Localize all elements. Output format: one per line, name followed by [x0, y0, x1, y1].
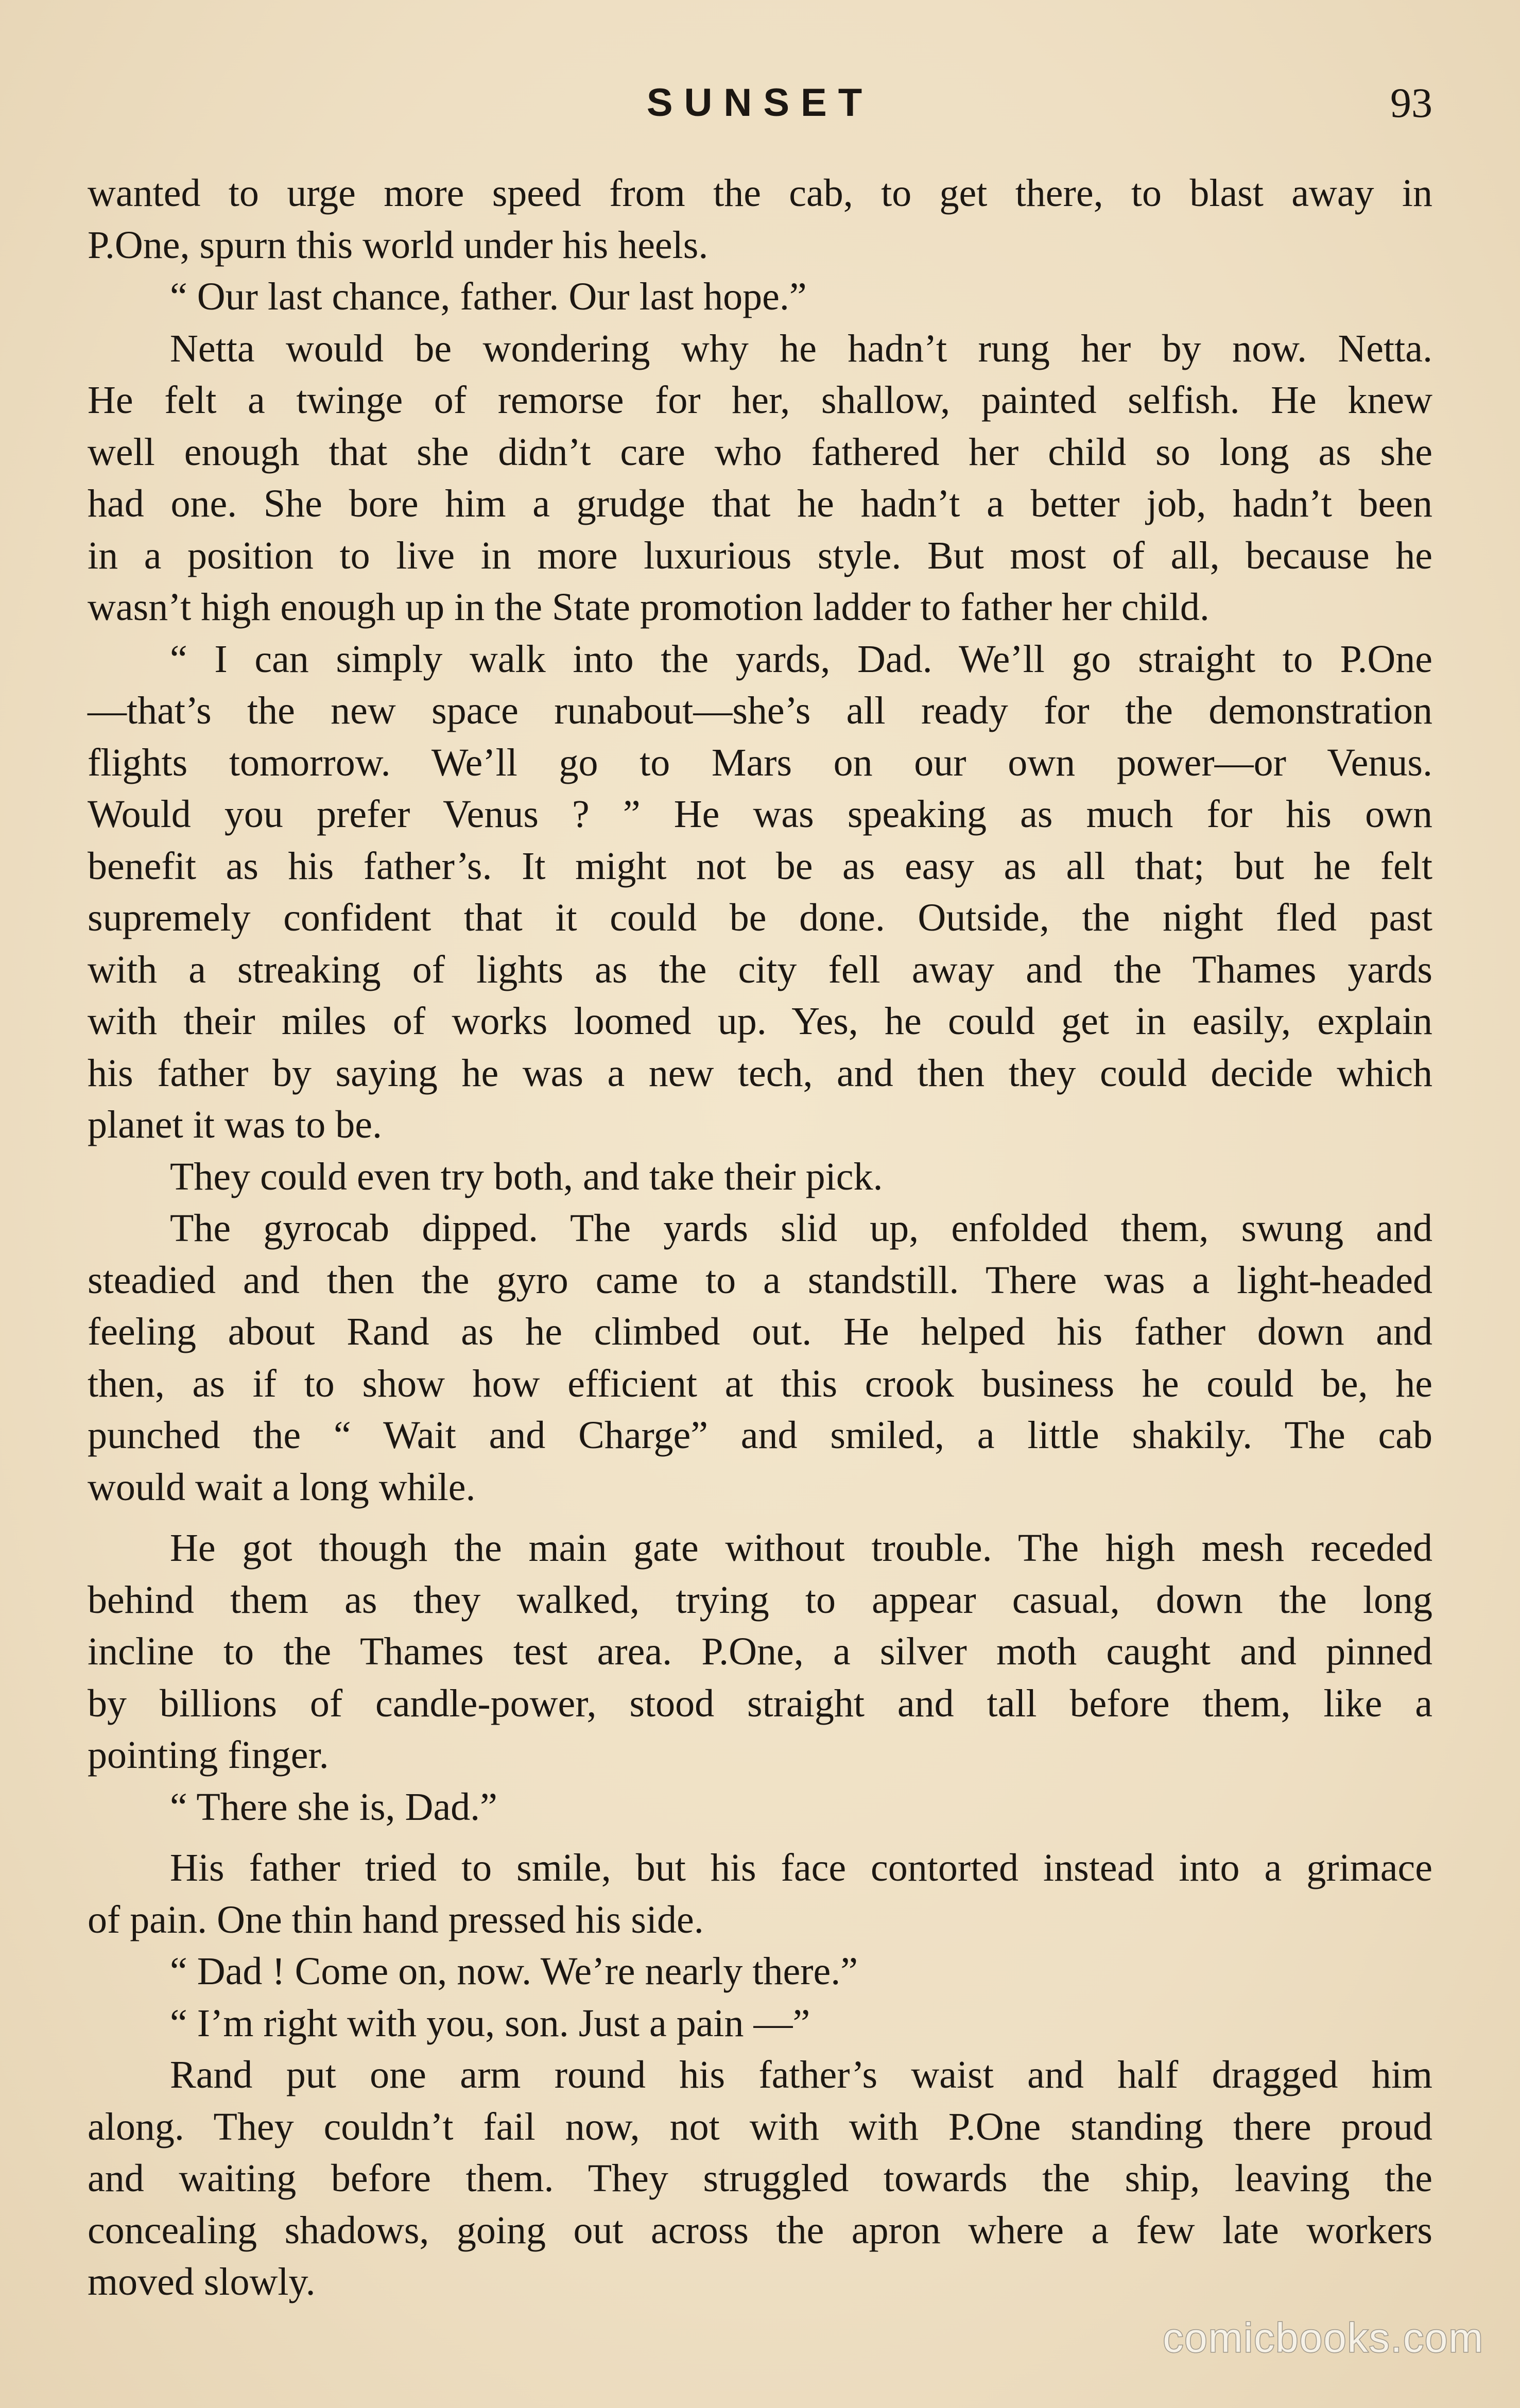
- text-line: “ Our last chance, father. Our last hope.”: [170, 275, 807, 318]
- text-line: would wait a long while.: [88, 1465, 476, 1509]
- text-line: “ I’m right with you, son. Just a pain —”: [170, 2001, 810, 2045]
- text-line: feeling about Rand as he climbed out. He helped his father down and: [88, 1310, 1432, 1353]
- text-line: well enough that she didn’t care who fathered her child so long as she: [88, 430, 1432, 474]
- text-line: —that’s the new space runabout—she’s all ready for the demonstration: [88, 689, 1432, 732]
- text-line: concealing shadows, going out across the apron where a few late workers: [88, 2208, 1432, 2252]
- text-line: flights tomorrow. We’ll go to Mars on our own power—or Venus.: [88, 741, 1432, 784]
- paragraph: [88, 633, 1432, 1151]
- text-line: Would you prefer Venus ? ” He was speaking as much for his own: [88, 793, 1432, 836]
- text-line: They could even try both, and take their pick.: [170, 1155, 883, 1198]
- text-line: and waiting before them. They struggled towards the ship, leaving the: [88, 2157, 1432, 2200]
- text-line: Rand put one arm round his father’s waist and half dragged him: [170, 2053, 1432, 2096]
- paragraph: [88, 1998, 1432, 2050]
- text-line: moved slowly.: [88, 2260, 316, 2303]
- text-line: by billions of candle-power, stood straight and tall before them, like a: [88, 1681, 1432, 1725]
- text-line: P.One, spurn this world under his heels.: [88, 223, 709, 267]
- text-line: with their miles of works loomed up. Yes, he could get in easily, explain: [88, 1000, 1432, 1043]
- text-line: “ I can simply walk into the yards, Dad. We’ll go straight to P.One: [170, 637, 1432, 681]
- page-header: [88, 77, 1432, 134]
- text-line: steadied and then the gyro came to a standstill. There was a light-headed: [88, 1258, 1432, 1302]
- paragraph: [88, 323, 1432, 633]
- paragraph: [88, 271, 1432, 323]
- text-line: then, as if to show how efficient at this crook business he could be, he: [88, 1362, 1432, 1405]
- paragraph: [88, 167, 1432, 271]
- text-line: planet it was to be.: [88, 1103, 382, 1146]
- text-line: He felt a twinge of remorse for her, shallow, painted selfish. He knew: [88, 379, 1432, 422]
- text-line: behind them as they walked, trying to appear casual, down the long: [88, 1578, 1432, 1622]
- running-head: SUNSET: [646, 81, 874, 125]
- text-line: with a streaking of lights as the city fell away and the Thames yards: [88, 948, 1432, 991]
- paragraph: [88, 2049, 1432, 2308]
- text-line: his father by saying he was a new tech, and then they could decide which: [88, 1051, 1432, 1095]
- text-line: pointing finger.: [88, 1733, 329, 1777]
- text-line: benefit as his father’s. It might not be as easy as all that; but he felt: [88, 844, 1432, 888]
- watermark-text: comicbooks.com: [1163, 2315, 1484, 2361]
- text-line: along. They couldn’t fail now, not with with P.One standing there proud: [88, 2105, 1432, 2148]
- paragraph: [88, 1151, 1432, 1203]
- text-line: in a position to live in more luxurious style. But most of all, because he: [88, 534, 1432, 577]
- text-line: The gyrocab dipped. The yards slid up, enfolded them, swung and: [170, 1207, 1432, 1250]
- paragraph: [88, 1842, 1432, 1946]
- text-line: Netta would be wondering why he hadn’t rung her by now. Netta.: [170, 326, 1432, 370]
- text-line: wanted to urge more speed from the cab, to get there, to blast away in: [88, 171, 1432, 215]
- paragraph: [88, 1202, 1432, 1513]
- paragraph: [88, 1522, 1432, 1781]
- body-text: [88, 167, 1432, 2308]
- text-line: “ There she is, Dad.”: [170, 1785, 497, 1829]
- page-number: 93: [1390, 79, 1432, 126]
- text-line: His father tried to smile, but his face contorted instead into a grimace: [170, 1846, 1432, 1889]
- paragraph: [88, 1946, 1432, 1998]
- text-line: He got though the main gate without trouble. The high mesh receded: [170, 1526, 1432, 1570]
- text-line: wasn’t high enough up in the State promotion ladder to father her child.: [88, 586, 1210, 629]
- text-line: of pain. One thin hand pressed his side.: [88, 1898, 704, 1941]
- text-line: incline to the Thames test area. P.One, a silver moth caught and pinned: [88, 1630, 1432, 1673]
- paragraph: [88, 1781, 1432, 1833]
- text-line: “ Dad ! Come on, now. We’re nearly there.”: [170, 1950, 858, 1993]
- text-line: punched the “ Wait and Charge” and smiled, a little shakily. The cab: [88, 1414, 1432, 1457]
- text-line: supremely confident that it could be done. Outside, the night fled past: [88, 896, 1432, 939]
- text-line: had one. She bore him a grudge that he hadn’t a better job, hadn’t been: [88, 482, 1432, 525]
